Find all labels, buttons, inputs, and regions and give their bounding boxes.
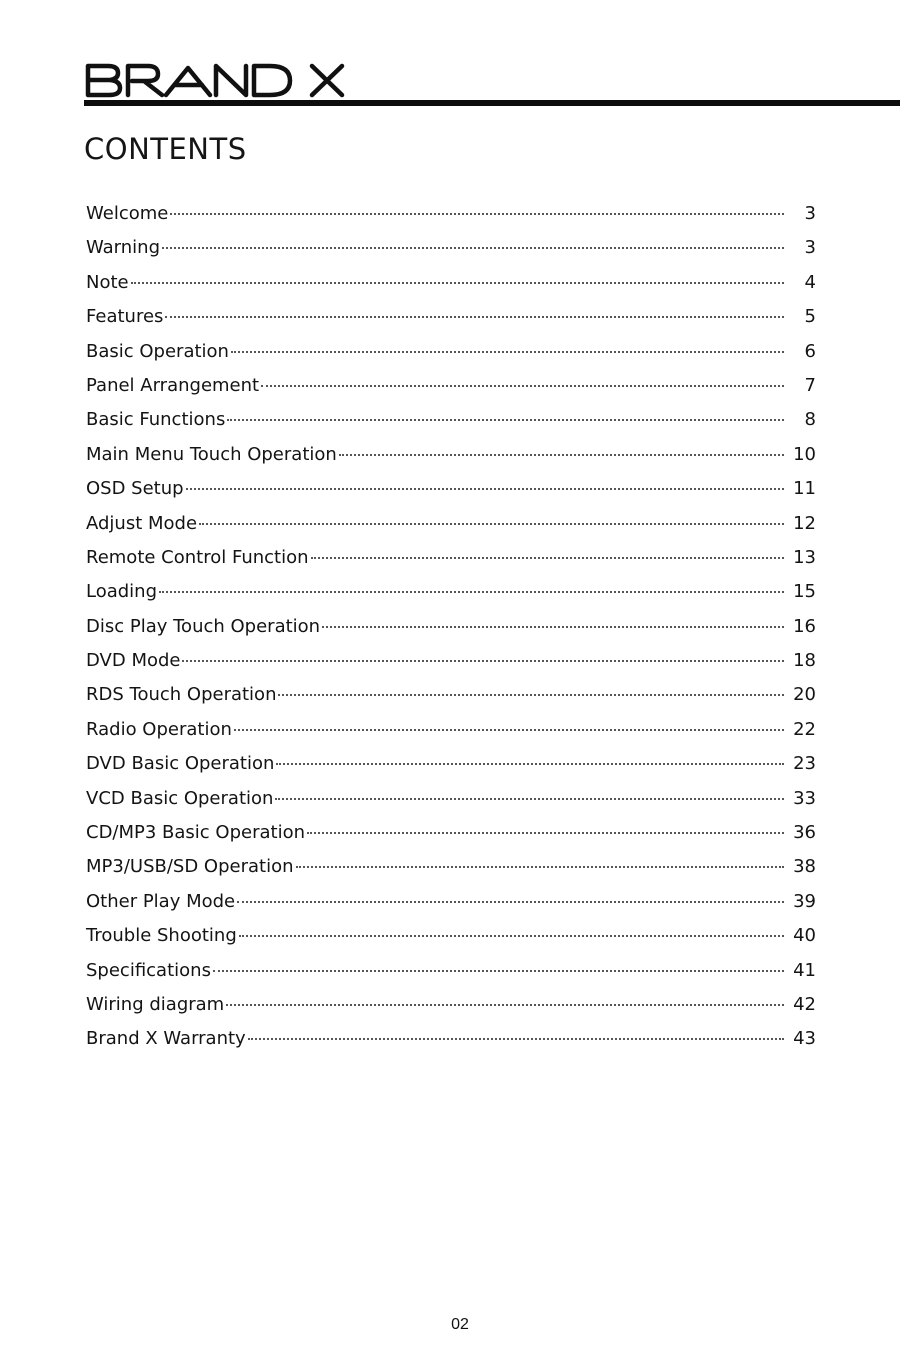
toc-entry [86, 753, 816, 787]
toc-entry [86, 891, 816, 925]
toc-entry-page: 20 [793, 684, 816, 706]
toc-entry-page: 41 [793, 959, 816, 981]
toc-entry-title: Basic Functions [86, 409, 226, 431]
toc-entry-page: 38 [793, 856, 816, 878]
toc-dot-leader [237, 901, 784, 903]
toc-entry-title: Note [86, 271, 129, 293]
toc-entry [86, 994, 816, 1028]
toc-entry-page: 11 [793, 478, 816, 500]
table-of-contents [86, 203, 816, 1063]
toc-dot-leader [226, 1004, 784, 1006]
toc-entry [86, 375, 816, 409]
toc-entry [86, 650, 816, 684]
toc-dot-leader [234, 729, 784, 731]
toc-entry-title: Main Menu Touch Operation [86, 443, 337, 465]
toc-entry [86, 616, 816, 650]
toc-entry-page: 6 [804, 340, 816, 362]
toc-entry [86, 788, 816, 822]
toc-entry-title: CD/MP3 Basic Operation [86, 822, 306, 844]
toc-entry-title: Panel Arrangement [86, 374, 260, 396]
toc-entry-page: 36 [793, 822, 816, 844]
toc-entry [86, 203, 816, 237]
toc-dot-leader [165, 316, 784, 318]
toc-entry-page: 18 [793, 650, 816, 672]
toc-entry [86, 306, 816, 340]
toc-dot-leader [261, 385, 784, 387]
toc-entry [86, 960, 816, 994]
toc-entry-title: Basic Operation [86, 340, 229, 362]
toc-entry-page: 7 [804, 374, 816, 396]
toc-dot-leader [170, 213, 784, 215]
toc-entry-page: 23 [793, 753, 816, 775]
toc-entry-title: Radio Operation [86, 718, 232, 740]
toc-dot-leader [239, 935, 784, 937]
toc-dot-leader [339, 454, 784, 456]
toc-entry-page: 12 [793, 512, 816, 534]
toc-dot-leader [227, 419, 784, 421]
toc-entry-title: Adjust Mode [86, 512, 198, 534]
toc-dot-leader [186, 488, 784, 490]
toc-entry [86, 684, 816, 718]
toc-dot-leader [231, 351, 784, 353]
toc-entry-title: Warning [86, 237, 161, 259]
toc-entry-page: 8 [804, 409, 816, 431]
toc-entry-title: Welcome [86, 203, 169, 224]
toc-entry-title: MP3/USB/SD Operation [86, 856, 294, 878]
contents-heading: CONTENTS [84, 132, 247, 166]
toc-dot-leader [131, 282, 784, 284]
toc-dot-leader [311, 557, 784, 559]
toc-entry-title: Disc Play Touch Operation [86, 615, 321, 637]
toc-entry-title: Trouble Shooting [86, 925, 237, 947]
toc-dot-leader [275, 798, 784, 800]
toc-entry-title: DVD Mode [86, 650, 181, 672]
toc-entry [86, 409, 816, 443]
toc-dot-leader [278, 694, 784, 696]
toc-entry [86, 547, 816, 581]
toc-entry-title: Brand X Warranty [86, 1028, 246, 1050]
toc-entry-title: VCD Basic Operation [86, 787, 274, 809]
toc-entry-page: 5 [804, 306, 816, 328]
brand-logo-wordmark [84, 60, 354, 98]
toc-entry-title: Loading [86, 581, 158, 603]
toc-dot-leader [199, 523, 784, 525]
toc-entry-page: 33 [793, 787, 816, 809]
toc-entry [86, 237, 816, 271]
toc-entry-page: 16 [793, 615, 816, 637]
toc-entry [86, 856, 816, 890]
toc-entry-page: 43 [793, 1028, 816, 1050]
toc-entry-page: 15 [793, 581, 816, 603]
toc-entry-page: 22 [793, 718, 816, 740]
toc-entry-title: Wiring diagram [86, 993, 225, 1015]
toc-entry-page: 40 [793, 925, 816, 947]
toc-entry-title: OSD Setup [86, 478, 184, 500]
toc-entry [86, 925, 816, 959]
toc-dot-leader [322, 626, 784, 628]
toc-dot-leader [213, 970, 784, 972]
toc-entry-title: Specifications [86, 959, 211, 981]
toc-entry [86, 719, 816, 753]
toc-entry-page: 3 [804, 237, 816, 259]
toc-entry [86, 1028, 816, 1062]
toc-entry-page: 4 [804, 271, 816, 293]
toc-entry [86, 341, 816, 375]
toc-entry-page: 10 [793, 443, 816, 465]
toc-entry-title: DVD Basic Operation [86, 753, 275, 775]
toc-entry [86, 478, 816, 512]
toc-dot-leader [307, 832, 784, 834]
toc-entry-title: RDS Touch Operation [86, 684, 277, 706]
toc-entry-title: Remote Control Function [86, 546, 309, 568]
toc-entry-page: 39 [793, 890, 816, 912]
header-rule [84, 100, 900, 106]
toc-entry [86, 822, 816, 856]
toc-entry [86, 513, 816, 547]
brand-logo [84, 60, 354, 100]
toc-entry-page: 3 [804, 203, 816, 224]
toc-dot-leader [248, 1038, 784, 1040]
toc-entry [86, 581, 816, 615]
toc-entry [86, 272, 816, 306]
toc-entry-title: Features [86, 306, 164, 328]
page-number: 02 [451, 1316, 469, 1333]
toc-dot-leader [276, 763, 784, 765]
toc-entry-page: 42 [793, 993, 816, 1015]
toc-dot-leader [296, 866, 784, 868]
toc-dot-leader [182, 660, 784, 662]
toc-dot-leader [162, 247, 784, 249]
toc-dot-leader [159, 591, 784, 593]
toc-entry [86, 444, 816, 478]
toc-entry-page: 13 [793, 546, 816, 568]
toc-entry-title: Other Play Mode [86, 890, 236, 912]
